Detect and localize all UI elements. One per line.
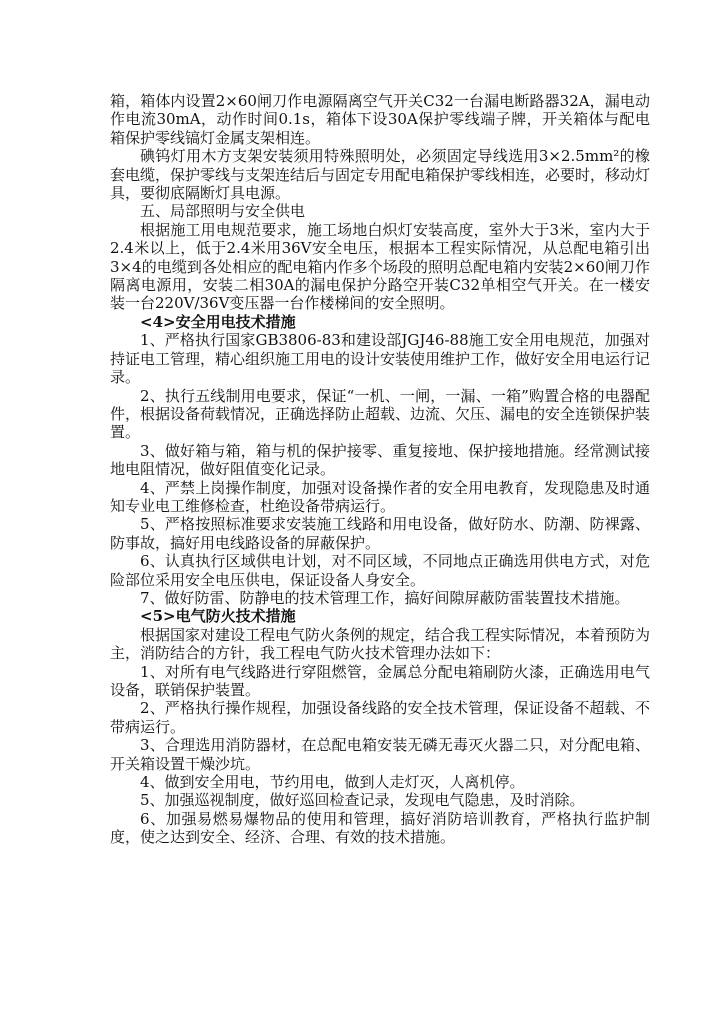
- paragraph-fire-intro: 根据国家对建设工程电气防火条例的规定，结合我工程实际情况，本着预防为主，消防结合的方针，我工程电气防火技术管理办法如下：: [110, 625, 651, 663]
- list-item-fire-5: 5、加强巡视制度，做好巡回检查记录，发现电气隐患，及时消除。: [140, 791, 585, 810]
- list-item-fire-3: 3、合理选用消防器材，在总配电箱安装无磷无毒灭火器二只，对分配电箱、开关箱设置干燥沙坑。: [110, 736, 650, 773]
- section-heading-electrical-safety: <4>安全用电技术措施: [140, 312, 296, 331]
- list-item-fire-1: 1、对所有电气线路进行穿阻燃管，金属总分配电箱刷防火漆，正确选用电气设备，联销保护装置。: [110, 662, 650, 699]
- list-item-fire-6: 6、加强易燃易爆物品的使用和管理，搞好消防培训教育，严格执行监护制度，使之达到安全、经济、合理、有效的技术措施。: [110, 809, 650, 847]
- document-body: [110, 92, 650, 847]
- list-item-safety-4: 4、严禁上岗操作制度，加强对设备操作者的安全用电教育，发现隐患及时通知专业电工维修检查，杜绝设备带病运行。: [110, 478, 650, 515]
- list-item-fire-4: 4、做到安全用电，节约用电，做到人走灯灭，人离机停。: [140, 773, 525, 792]
- section-heading-local-lighting: 五、局部照明与安全供电: [140, 202, 306, 221]
- list-item-safety-1: 1、严格执行国家GB3806-83和建设部JGJ46-88施工安全用电规范，加强对持证电工管理，精心组织施工用电的设计安装使用维护工作，做好安全用电运行记录。: [110, 331, 651, 387]
- list-item-safety-6: 6、认真执行区域供电计划，对不同区域，不同地点正确选用供电方式，对危险部位采用安全电压供电，保证设备人身安全。: [110, 552, 650, 589]
- list-item-safety-3: 3、做好箱与箱，箱与机的保护接零、重复接地、保护接地措施。经常测试接地电阻情况，做好阻值变化记录。: [110, 441, 650, 479]
- list-item-safety-5: 5、严格按照标准要求安装施工线路和用电设备，做好防水、防潮、防裸露、防事故，搞好用电线路设备的屏蔽保护。: [110, 515, 650, 552]
- list-item-fire-2: 2、严格执行操作规程，加强设备线路的安全技术管理，保证设备不超载、不带病运行。: [110, 699, 650, 736]
- paragraph-continuation: 箱，箱体内设置2×60闸刀作电源隔离空气开关C32一台漏电断路器32A，漏电动作电流30mA，动作时间0.1s，箱体下设30A保护零线端子牌，开关箱体与配电箱保护零线镐灯金属支架相连。: [110, 92, 650, 147]
- list-item-safety-2: 2、执行五线制用电要求，保证“一机、一闸，一漏、一箱”购置合格的电器配件，根据设备荷载情况，正确选择防止超载、边流、欠压、漏电的安全连锁保护装置。: [110, 386, 651, 442]
- section-heading-fire-prevention: <5>电气防火技术措施: [140, 607, 296, 626]
- paragraph-lighting-requirements: 根据施工用电规范要求，施工场地白炽灯安装高度，室外大于3米，室内大于2.4米以上，低于2.4米用36V安全电压，根据本工程实际情况，从总配电箱引出3×4的电缆到各处相应的配电箱内作多个场段的照明总配电箱内安装2×60闸刀作隔离电源用，安装二相30A的漏电保护分路空开装C32单相空气开关。在一楼安装一台220V/36V变压器一台作楼梯间的安全照明。: [110, 220, 650, 313]
- paragraph-iodine-tungsten-lamp: 碘钨灯用木方支架安装须用特殊照明处，必须固定导线选用3×2.5mm²的橡套电缆，保护零线与支架连结后与固定专用配电箱保护零线相连，必要时，移动灯具，要彻底隔断灯具电源。: [110, 147, 651, 203]
- list-item-safety-7: 7、做好防雷、防静电的技术管理工作，搞好间隙屏蔽防雷装置技术措施。: [140, 588, 630, 607]
